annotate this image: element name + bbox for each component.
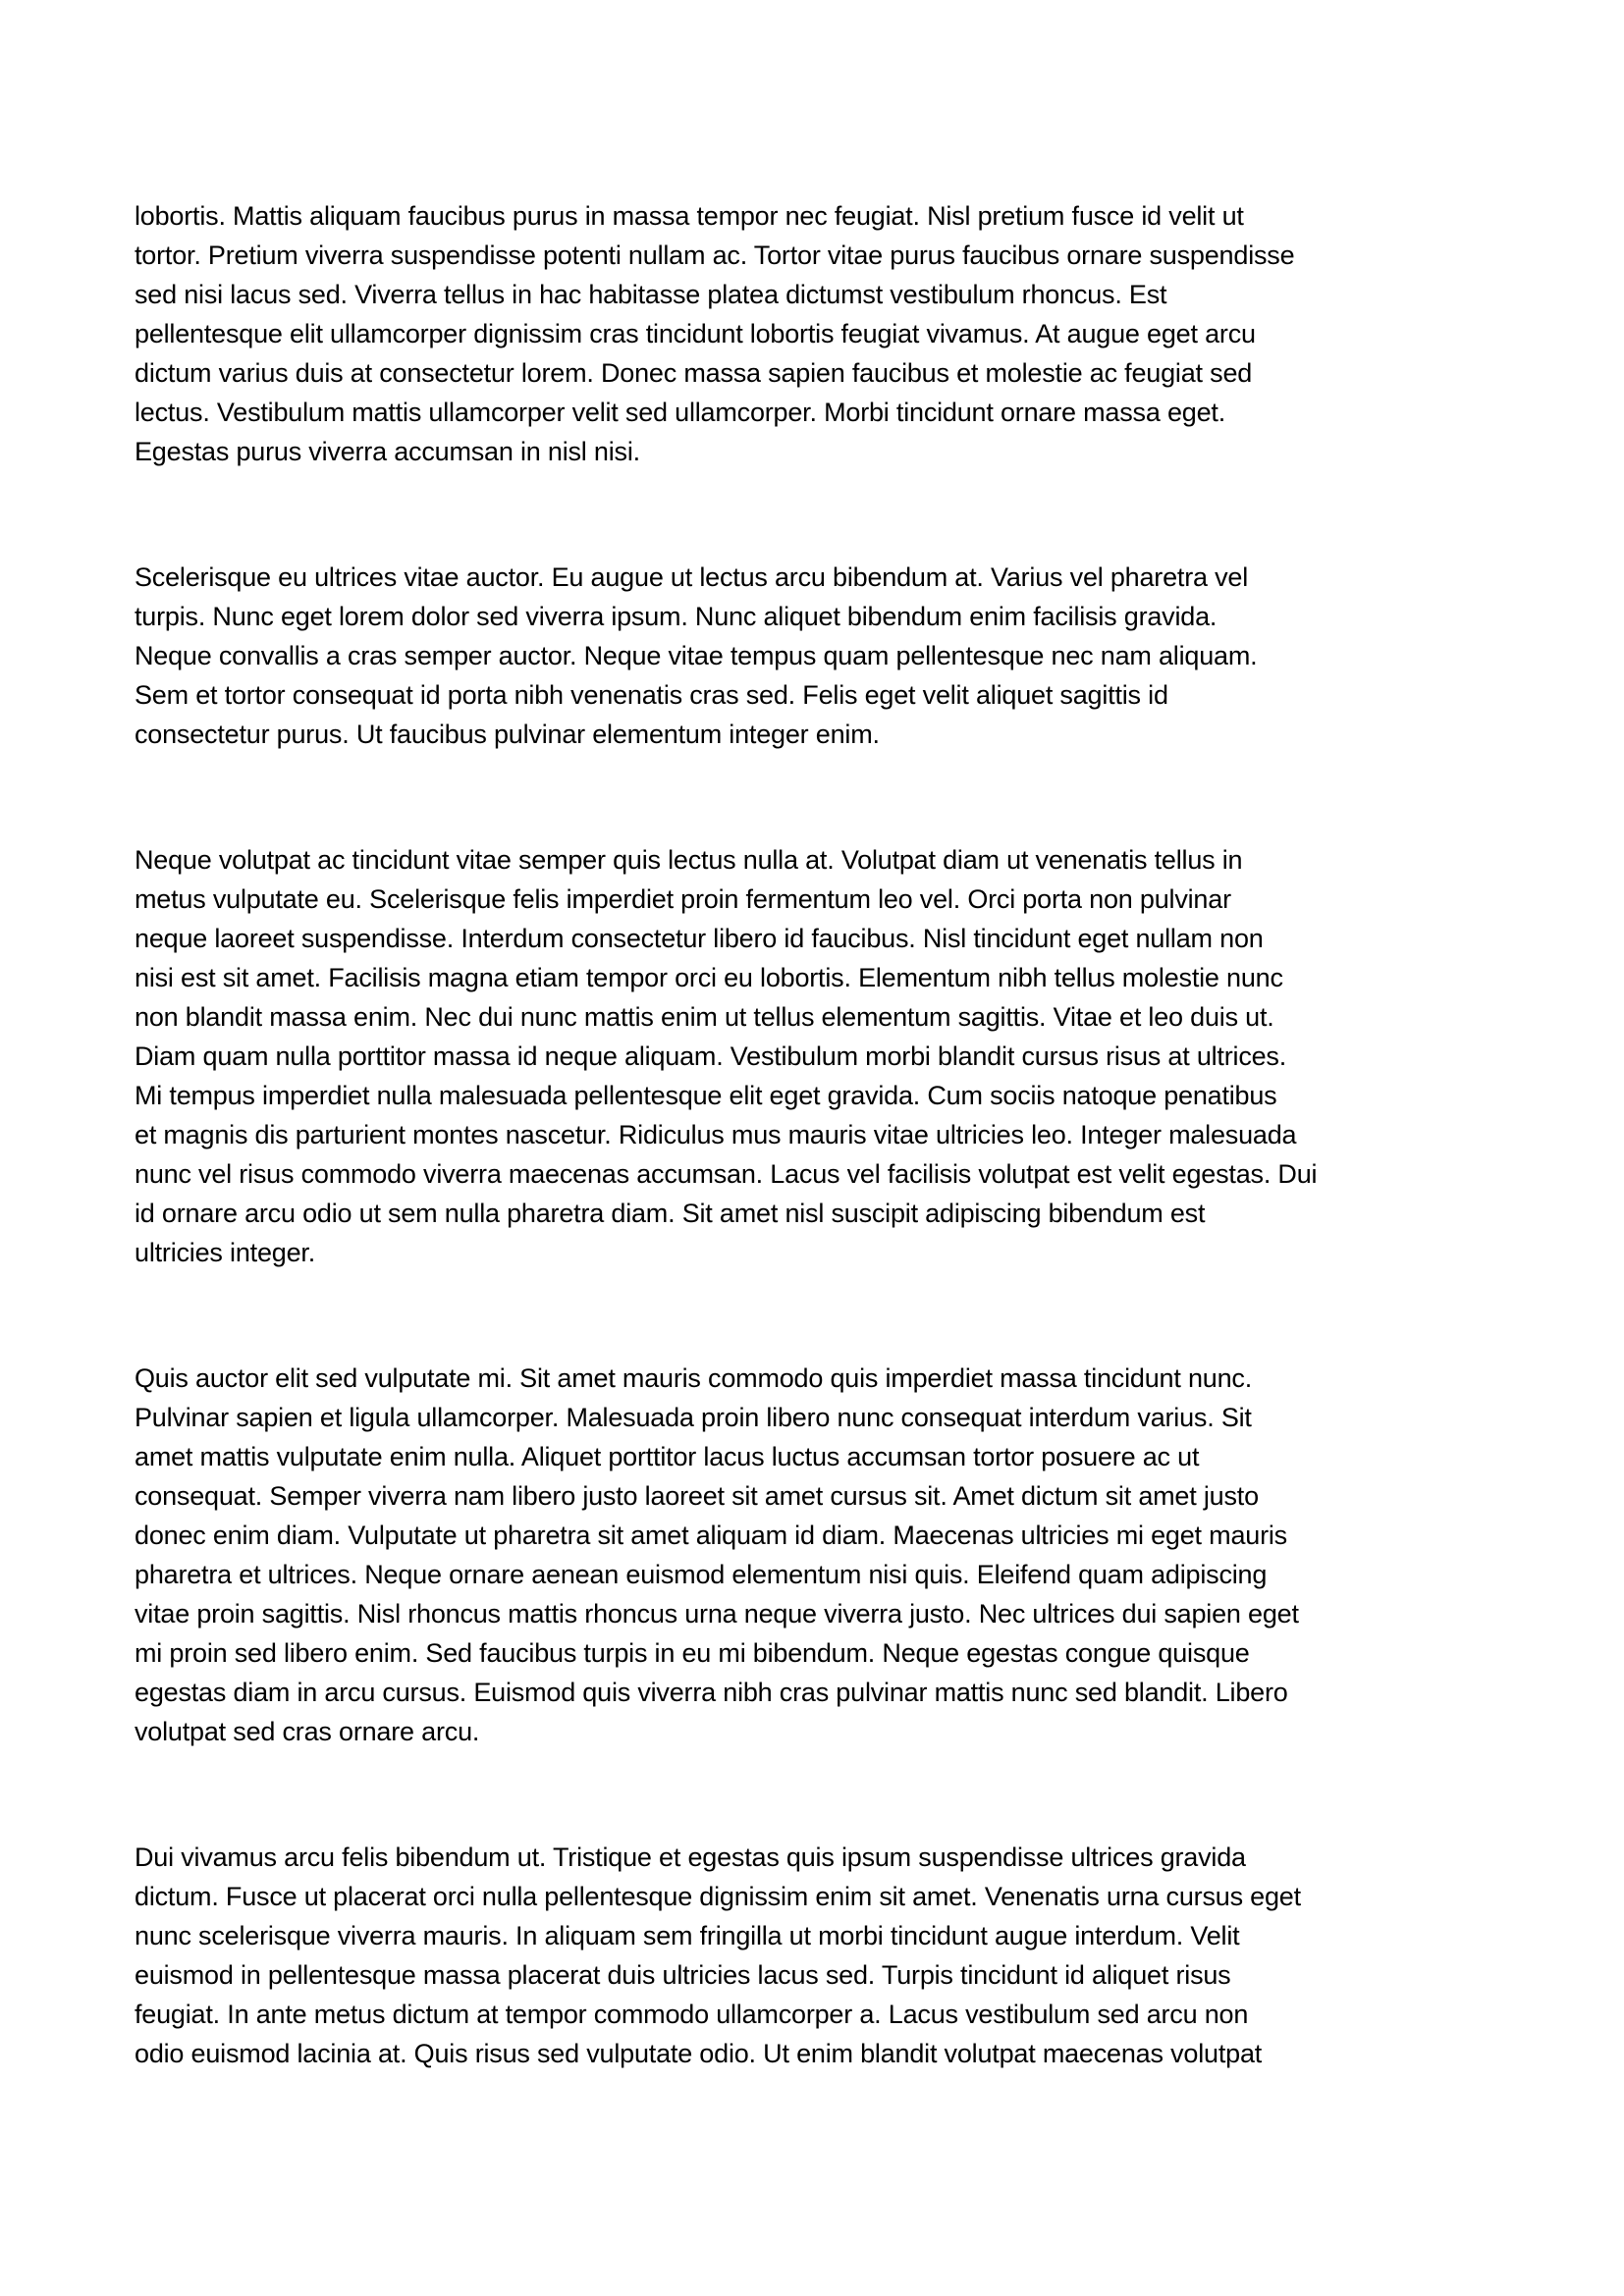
- text-line: Scelerisque eu ultrices vitae auctor. Eu augue ut lectus arcu bibendum at. Varius vel pharetra vel: [135, 562, 1249, 592]
- text-line: volutpat sed cras ornare arcu.: [135, 1717, 480, 1746]
- text-line: nunc scelerisque viverra mauris. In aliquam sem fringilla ut morbi tincidunt augue interdum. Velit: [135, 1921, 1240, 1950]
- text-line: Quis auctor elit sed vulputate mi. Sit amet mauris commodo quis imperdiet massa tincidunt nunc.: [135, 1363, 1253, 1393]
- paragraph-3: [135, 840, 1499, 1272]
- text-line: lobortis. Mattis aliquam faucibus purus in massa tempor nec feugiat. Nisl pretium fusce id velit ut: [135, 201, 1244, 231]
- text-line: sed nisi lacus sed. Viverra tellus in hac habitasse platea dictumst vestibulum rhoncus. Est: [135, 280, 1167, 309]
- text-line: Neque convallis a cras semper auctor. Neque vitae tempus quam pellentesque nec nam aliquam.: [135, 641, 1258, 670]
- text-line: donec enim diam. Vulputate ut pharetra sit amet aliquam id diam. Maecenas ultricies mi eget mauris: [135, 1521, 1287, 1550]
- text-line: pharetra et ultrices. Neque ornare aenean euismod elementum nisi quis. Eleifend quam adipiscing: [135, 1560, 1268, 1589]
- paragraph-4: [135, 1359, 1499, 1751]
- text-line: odio euismod lacinia at. Quis risus sed vulputate odio. Ut enim blandit volutpat maecenas volutpat: [135, 2039, 1263, 2068]
- text-line: Egestas purus viverra accumsan in nisl nisi.: [135, 437, 640, 466]
- text-line: lectus. Vestibulum mattis ullamcorper velit sed ullamcorper. Morbi tincidunt ornare massa eget.: [135, 398, 1225, 427]
- text-line: Pulvinar sapien et ligula ullamcorper. Malesuada proin libero nunc consequat interdum varius. Sit: [135, 1403, 1252, 1432]
- text-line: amet mattis vulputate enim nulla. Aliquet porttitor lacus luctus accumsan tortor posuere ac ut: [135, 1442, 1200, 1471]
- text-line: et magnis dis parturient montes nascetur. Ridiculus mus mauris vitae ultricies leo. Integer malesuada: [135, 1120, 1297, 1149]
- text-line: Diam quam nulla porttitor massa id neque aliquam. Vestibulum morbi blandit cursus risus at ultrices.: [135, 1041, 1287, 1071]
- text-line: Dui vivamus arcu felis bibendum ut. Tristique et egestas quis ipsum suspendisse ultrices gravida: [135, 1842, 1246, 1872]
- text-line: feugiat. In ante metus dictum at tempor commodo ullamcorper a. Lacus vestibulum sed arcu non: [135, 2000, 1249, 2029]
- text-line: pellentesque elit ullamcorper dignissim cras tincidunt lobortis feugiat vivamus. At augue eget arcu: [135, 319, 1256, 348]
- text-line: dictum. Fusce ut placerat orci nulla pellentesque dignissim enim sit amet. Venenatis urna cursus eget: [135, 1882, 1301, 1911]
- text-line: metus vulputate eu. Scelerisque felis imperdiet proin fermentum leo vel. Orci porta non pulvinar: [135, 884, 1231, 914]
- text-line: dictum varius duis at consectetur lorem. Donec massa sapien faucibus et molestie ac feugiat sed: [135, 358, 1253, 388]
- paragraph-2: [135, 558, 1499, 754]
- text-line: Mi tempus imperdiet nulla malesuada pellentesque elit eget gravida. Cum sociis natoque penatibus: [135, 1081, 1277, 1110]
- text-line: neque laoreet suspendisse. Interdum consectetur libero id faucibus. Nisl tincidunt eget nullam non: [135, 924, 1264, 953]
- text-line: Neque volutpat ac tincidunt vitae semper quis lectus nulla at. Volutpat diam ut venenatis tellus in: [135, 845, 1243, 875]
- text-line: non blandit massa enim. Nec dui nunc mattis enim ut tellus elementum sagittis. Vitae et leo duis ut.: [135, 1002, 1274, 1032]
- text-line: Sem et tortor consequat id porta nibh venenatis cras sed. Felis eget velit aliquet sagittis id: [135, 680, 1168, 710]
- text-line: tortor. Pretium viverra suspendisse potenti nullam ac. Tortor vitae purus faucibus ornare suspendisse: [135, 240, 1295, 270]
- text-line: consequat. Semper viverra nam libero justo laoreet sit amet cursus sit. Amet dictum sit amet justo: [135, 1481, 1259, 1511]
- paragraph-1: [135, 196, 1499, 471]
- text-line: turpis. Nunc eget lorem dolor sed viverra ipsum. Nunc aliquet bibendum enim facilisis gravida.: [135, 602, 1218, 631]
- text-line: egestas diam in arcu cursus. Euismod quis viverra nibh cras pulvinar mattis nunc sed blandit. Libero: [135, 1678, 1288, 1707]
- text-line: ultricies integer.: [135, 1238, 315, 1267]
- text-line: nunc vel risus commodo viverra maecenas accumsan. Lacus vel facilisis volutpat est velit egestas. Dui: [135, 1159, 1318, 1189]
- text-line: nisi est sit amet. Facilisis magna etiam tempor orci eu lobortis. Elementum nibh tellus molestie nunc: [135, 963, 1283, 992]
- paragraph-5: [135, 1838, 1499, 2073]
- document-text-block: [135, 196, 1499, 2073]
- text-line: id ornare arcu odio ut sem nulla pharetra diam. Sit amet nisl suscipit adipiscing bibendum est: [135, 1199, 1206, 1228]
- text-line: vitae proin sagittis. Nisl rhoncus mattis rhoncus urna neque viverra justo. Nec ultrices dui sapien eget: [135, 1599, 1299, 1629]
- text-line: mi proin sed libero enim. Sed faucibus turpis in eu mi bibendum. Neque egestas congue quisque: [135, 1638, 1250, 1668]
- text-line: consectetur purus. Ut faucibus pulvinar elementum integer enim.: [135, 720, 880, 749]
- text-line: euismod in pellentesque massa placerat duis ultricies lacus sed. Turpis tincidunt id aliquet risus: [135, 1960, 1231, 1990]
